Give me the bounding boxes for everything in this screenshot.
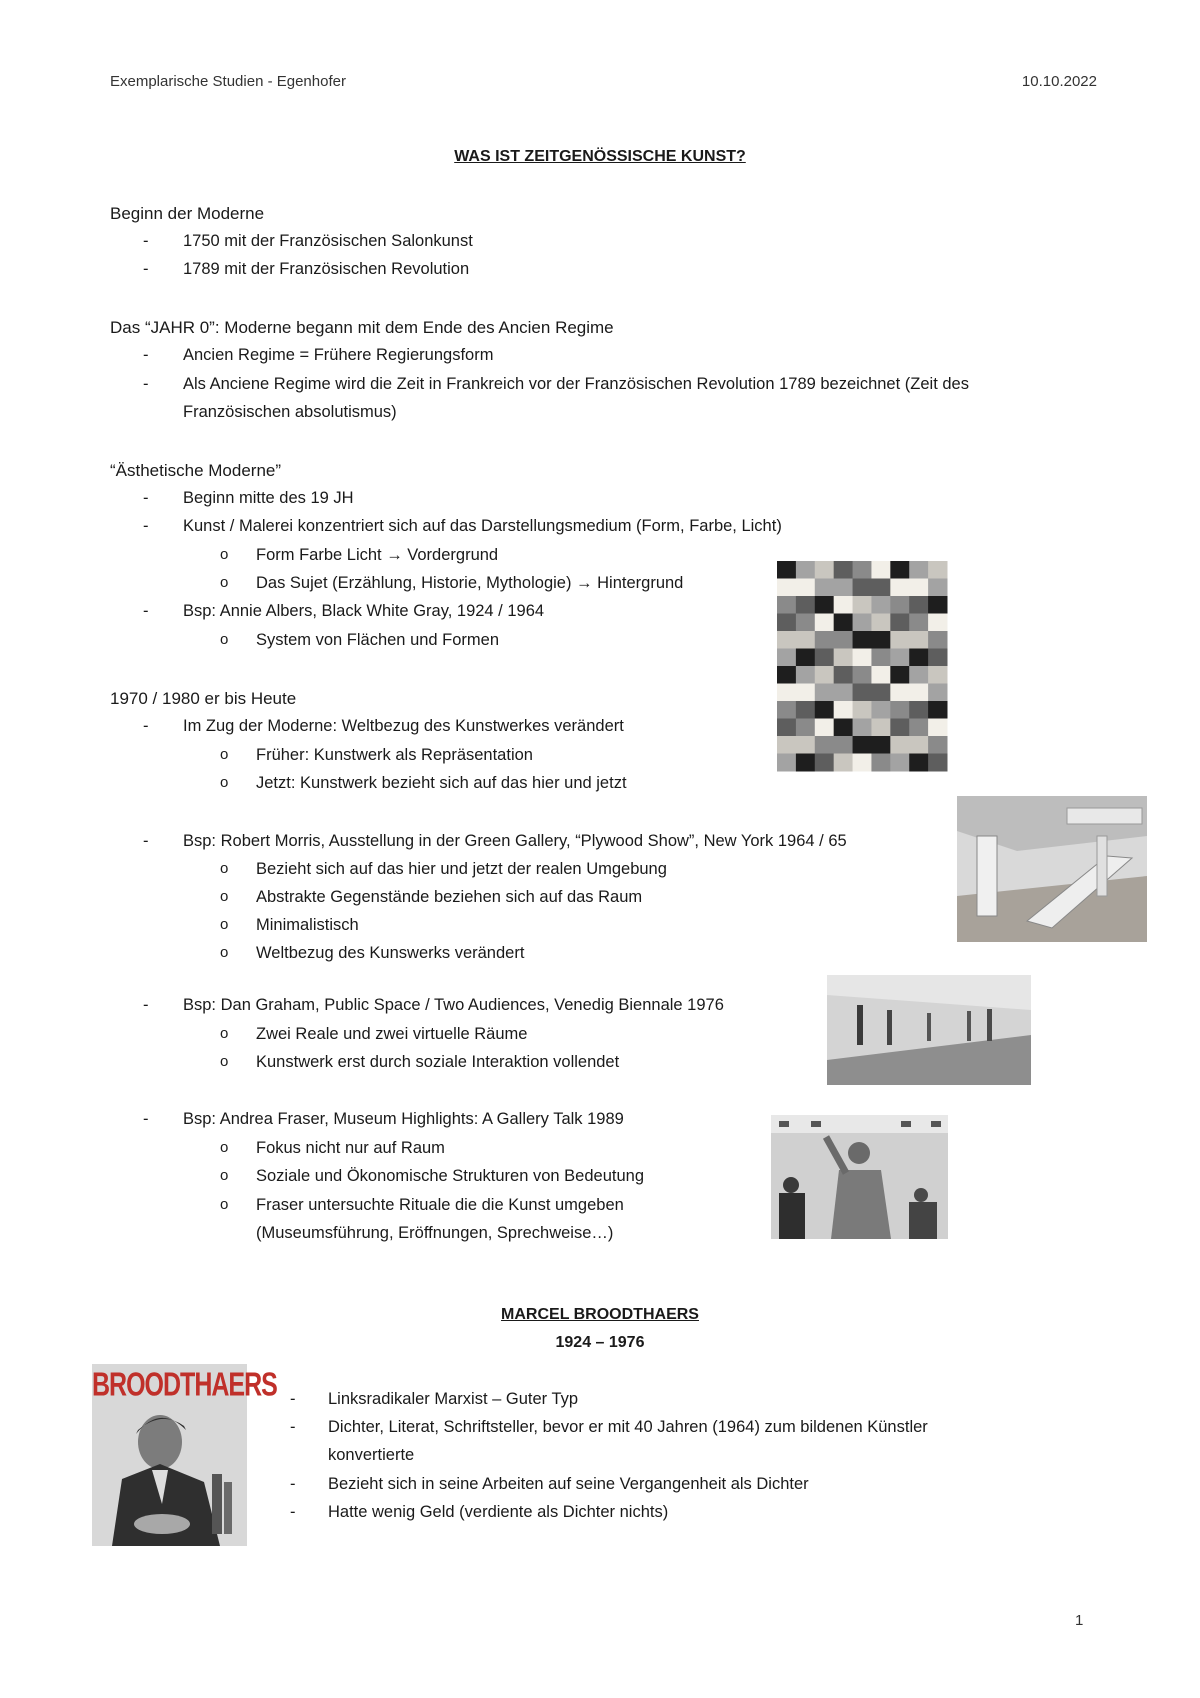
section-heading-aesthetisch: “Ästhetische Moderne” <box>110 461 282 480</box>
list-item: - 1750 mit der Französischen Salonkunst <box>143 232 473 250</box>
list-item: - Bsp: Andrea Fraser, Museum Highlights: A Gallery Talk 1989 <box>143 1110 624 1128</box>
sub-list-item: o Weltbezug des Kunswerks verändert <box>220 944 525 962</box>
list-item: - Bsp: Annie Albers, Black White Gray, 1924 / 1964 <box>143 602 545 620</box>
header-left: Exemplarische Studien - Egenhofer <box>110 73 346 90</box>
list-item: - Bezieht sich in seine Arbeiten auf seine Vergangenheit als Dichter <box>290 1475 809 1493</box>
broodthaers-portrait-image <box>92 1364 277 1546</box>
section-heading-heute: 1970 / 1980 er bis Heute <box>110 689 297 708</box>
list-item: - Dichter, Literat, Schriftsteller, bevor er mit 40 Jahren (1964) zum bildenen Künstler <box>290 1418 928 1436</box>
poster-name-text: BROODTHAERS <box>92 1366 277 1404</box>
albers-artwork-image <box>777 561 947 771</box>
broodthaers-years: 1924 – 1976 <box>555 1334 645 1351</box>
sub-list-item: o System von Flächen und Formen <box>220 631 500 649</box>
fraser-gallery-talk-photo <box>771 1115 948 1239</box>
section-heading-jahr0: Das “JAHR 0”: Moderne begann mit dem Ende des Ancien Regime <box>110 318 614 337</box>
sub-list-item: o Früher: Kunstwerk als Repräsentation <box>220 746 533 764</box>
list-item: - Bsp: Robert Morris, Ausstellung in der Green Gallery, “Plywood Show”, New York 1964 / 65 <box>143 832 847 850</box>
sub-list-item: o Form Farbe Licht → Vordergrund <box>220 546 499 564</box>
list-item: - Linksradikaler Marxist – Guter Typ <box>290 1390 579 1408</box>
page-title: WAS IST ZEITGENÖSSISCHE KUNST? <box>454 148 746 165</box>
list-item: - Kunst / Malerei konzentriert sich auf das Darstellungsmedium (Form, Farbe, Licht) <box>143 517 782 535</box>
sub-list-item: o Fraser untersuchte Rituale die die Kunst umgeben <box>220 1196 624 1214</box>
sub-list-item: o Bezieht sich auf das hier und jetzt der realen Umgebung <box>220 860 667 878</box>
section-heading-moderne: Beginn der Moderne <box>110 204 265 223</box>
list-item: - Ancien Regime = Frühere Regierungsform <box>143 346 494 364</box>
sub-list-item: o Soziale und Ökonomische Strukturen von Bedeutung <box>220 1167 644 1185</box>
page-number: 1 <box>1075 1612 1084 1629</box>
list-item: - Im Zug der Moderne: Weltbezug des Kunstwerkes verändert <box>143 717 624 735</box>
sub-list-item: o Zwei Reale und zwei virtuelle Räume <box>220 1025 528 1043</box>
sub-list-item: o Kunstwerk erst durch soziale Interaktion vollendet <box>220 1053 620 1071</box>
broodthaers-title: MARCEL BROODTHAERS <box>501 1306 699 1323</box>
list-item: - Als Anciene Regime wird die Zeit in Frankreich vor der Französischen Revolution 1789 bezeichnet (Zeit des <box>143 375 969 393</box>
sub-list-item-continuation: (Museumsführung, Eröffnungen, Sprechweise…) <box>256 1224 614 1242</box>
graham-installation-photo <box>827 975 1031 1085</box>
list-item-continuation: Französischen absolutismus) <box>183 403 397 421</box>
sub-list-item: o Minimalistisch <box>220 916 359 934</box>
list-item: - 1789 mit der Französischen Revolution <box>143 260 470 278</box>
list-item: - Bsp: Dan Graham, Public Space / Two Audiences, Venedig Biennale 1976 <box>143 996 724 1014</box>
list-item: - Beginn mitte des 19 JH <box>143 489 354 507</box>
sub-list-item: o Fokus nicht nur auf Raum <box>220 1139 445 1157</box>
sub-list-item: o Jetzt: Kunstwerk bezieht sich auf das hier und jetzt <box>220 774 627 792</box>
sub-list-item: o Abstrakte Gegenstände beziehen sich auf das Raum <box>220 888 643 906</box>
albers-grid <box>777 561 947 771</box>
sub-list-item: o Das Sujet (Erzählung, Historie, Mythologie) → Hintergrund <box>220 574 684 592</box>
list-item-continuation: konvertierte <box>328 1446 415 1464</box>
morris-gallery-photo <box>957 796 1147 942</box>
list-item: - Hatte wenig Geld (verdiente als Dichter nichts) <box>290 1503 669 1521</box>
header-date: 10.10.2022 <box>1021 73 1097 90</box>
